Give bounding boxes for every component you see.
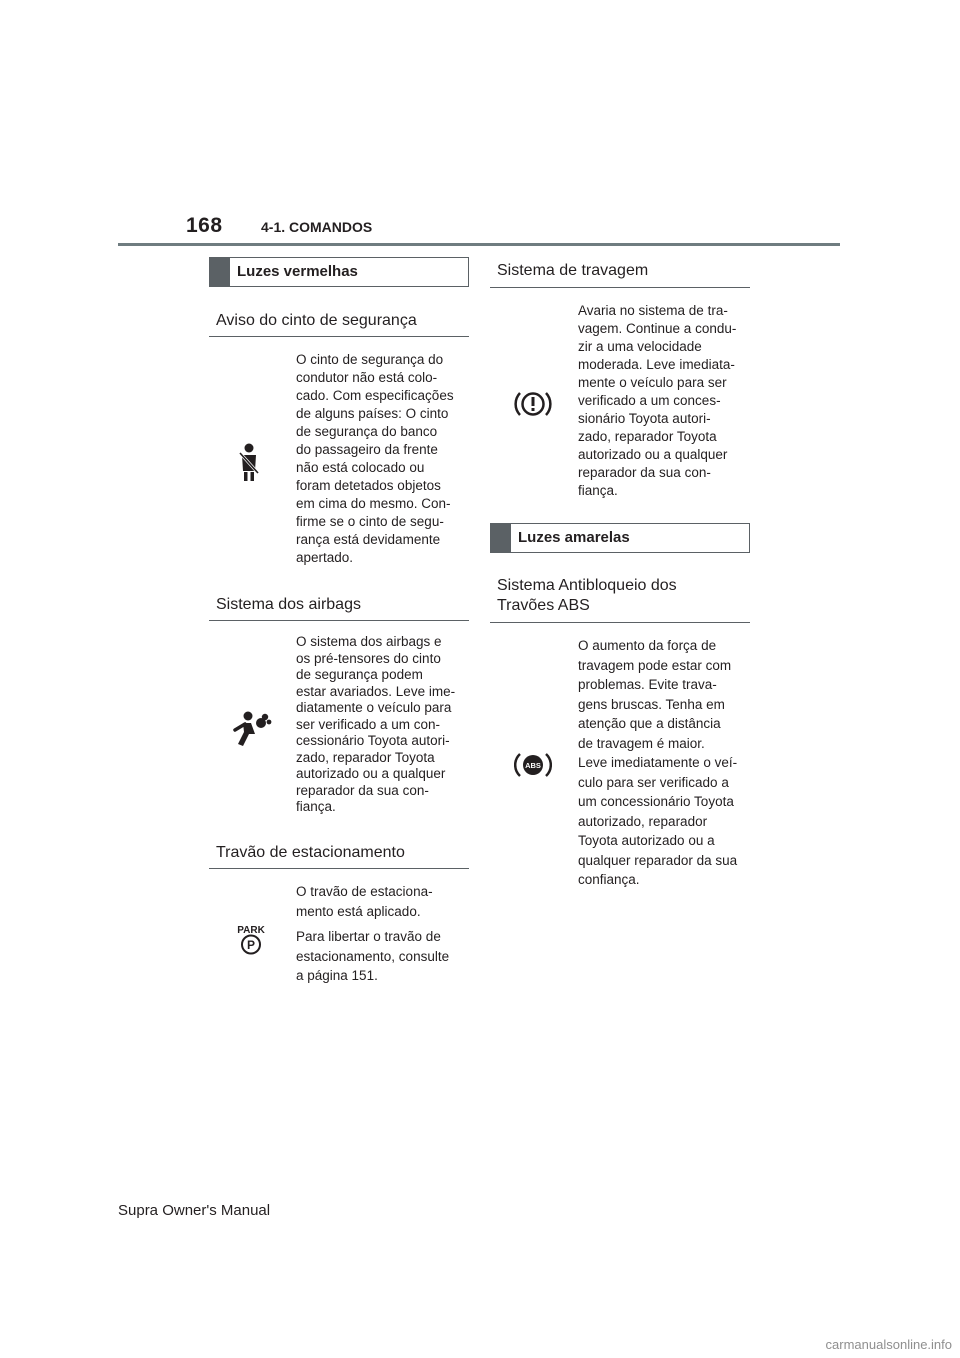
- text-line: problemas. Evite trava-: [578, 677, 717, 692]
- text-line: reparador da sua con-: [578, 465, 711, 480]
- title-line: Sistema Antibloqueio dos: [497, 577, 677, 594]
- seatbelt-warning-icon: [235, 442, 263, 482]
- text-line: zado, reparador Toyota: [578, 429, 717, 444]
- entry-title-brake-system: Sistema de travagem: [497, 262, 649, 279]
- chapter-title: 4-1. COMANDOS: [261, 219, 373, 235]
- text-line: confiança.: [578, 872, 640, 887]
- text-line: O aumento da força de: [578, 638, 717, 653]
- text-line: condutor não está colo-: [296, 370, 438, 385]
- text-line: autorizado ou a qualquer: [296, 766, 446, 781]
- text-line: culo para ser verificado a: [578, 774, 729, 790]
- text-line: um concessionário Toyota: [578, 794, 734, 809]
- park-brake-icon: [236, 923, 266, 955]
- p-label: P: [246, 938, 256, 952]
- section-title: Luzes vermelhas: [237, 263, 358, 280]
- text-line: Para libertar o travão de: [296, 929, 441, 944]
- text-line: apertado.: [296, 550, 354, 565]
- text-line: fiança.: [296, 799, 336, 814]
- text-line: estacionamento, consulte: [296, 948, 450, 964]
- watermark: carmanualsonline.info: [825, 1337, 952, 1352]
- text-line: atenção que a distância: [578, 716, 721, 731]
- section-title: Luzes amarelas: [518, 529, 630, 546]
- text-line: O sistema dos airbags e: [296, 634, 442, 649]
- text-line: autorizado, reparador: [578, 813, 708, 829]
- text-line: Toyota autorizado ou a: [578, 833, 715, 848]
- text-line: rança está devidamente: [296, 532, 441, 547]
- entry-title-abs: [497, 576, 677, 616]
- section-marker: [491, 524, 511, 552]
- text-line: diatamente o veículo para: [296, 700, 452, 715]
- text-line: de alguns países: O cinto: [296, 406, 449, 421]
- entry-divider: [209, 620, 469, 621]
- text-line: mento está aplicado.: [296, 903, 421, 919]
- entry-title-seatbelt: Aviso do cinto de segurança: [216, 312, 417, 329]
- text-line: os pré-tensores do cinto: [296, 650, 441, 666]
- page-number: 168: [186, 214, 223, 237]
- text-line: gens bruscas. Tenha em: [578, 696, 725, 712]
- text-line: ser verificado a um con-: [296, 716, 441, 732]
- entry-divider: [209, 868, 469, 869]
- text-line: zado, reparador Toyota: [296, 749, 435, 765]
- entry-title-parking-brake: Travão de estacionamento: [216, 844, 405, 861]
- text-line: cessionário Toyota autori-: [296, 733, 450, 748]
- text-line: em cima do mesmo. Con-: [296, 496, 451, 511]
- park-label: PARK: [237, 925, 265, 936]
- text-line: fiança.: [578, 483, 618, 498]
- text-line: travagem pode estar com: [578, 657, 732, 673]
- entry-text-seatbelt: [296, 351, 468, 567]
- text-line: de segurança podem: [296, 667, 423, 682]
- abs-warning-icon: [514, 750, 552, 780]
- text-line: foram detetados objetos: [296, 478, 441, 493]
- manual-title: Supra Owner's Manual: [118, 1202, 271, 1219]
- entry-divider: [209, 336, 469, 337]
- header-divider: [118, 243, 840, 246]
- entry-text-brake-system: [578, 302, 750, 500]
- text-line: cado. Com especificações: [296, 388, 454, 403]
- text-line: zir a uma velocidade: [578, 339, 702, 354]
- text-line: de travagem é maior.: [578, 735, 705, 751]
- text-line: qualquer reparador da sua: [578, 852, 738, 868]
- entry-divider: [490, 287, 750, 288]
- text-line: O travão de estaciona-: [296, 884, 433, 899]
- text-line: verificado a um conces-: [578, 393, 721, 408]
- text-line: O cinto de segurança do: [296, 352, 444, 367]
- airbag-warning-icon: [231, 708, 273, 748]
- text-line: sionário Toyota autori-: [578, 411, 711, 426]
- text-line: moderada. Leve imediata-: [578, 357, 735, 372]
- text-line: do passageiro da frente: [296, 442, 438, 457]
- text-line: firme se o cinto de segu-: [296, 514, 444, 529]
- entry-divider: [490, 622, 750, 623]
- brake-warning-icon: [514, 388, 552, 420]
- section-yellow-lights: [490, 523, 750, 553]
- text-line: Leve imediatamente o veí-: [578, 755, 738, 770]
- text-line: de segurança do banco: [296, 424, 438, 439]
- section-marker: [210, 258, 230, 286]
- text-line: estar avariados. Leve ime-: [296, 683, 456, 699]
- text-line: vagem. Continue a condu-: [578, 321, 737, 336]
- entry-text-parking-brake: [296, 882, 468, 986]
- text-line: não está colocado ou: [296, 460, 425, 475]
- text-line: mente o veículo para ser: [578, 375, 727, 390]
- entry-text-airbag: [296, 634, 468, 816]
- section-red-lights: [209, 257, 469, 287]
- text-line: autorizado ou a qualquer: [578, 447, 728, 462]
- text-line: Avaria no sistema de tra-: [578, 303, 728, 318]
- entry-text-abs: [578, 636, 750, 890]
- title-line: Travões ABS: [497, 597, 590, 614]
- text-line: reparador da sua con-: [296, 782, 429, 798]
- entry-title-airbag: Sistema dos airbags: [216, 596, 361, 613]
- text-line: a página 151.: [296, 968, 378, 983]
- abs-label: ABS: [525, 761, 541, 770]
